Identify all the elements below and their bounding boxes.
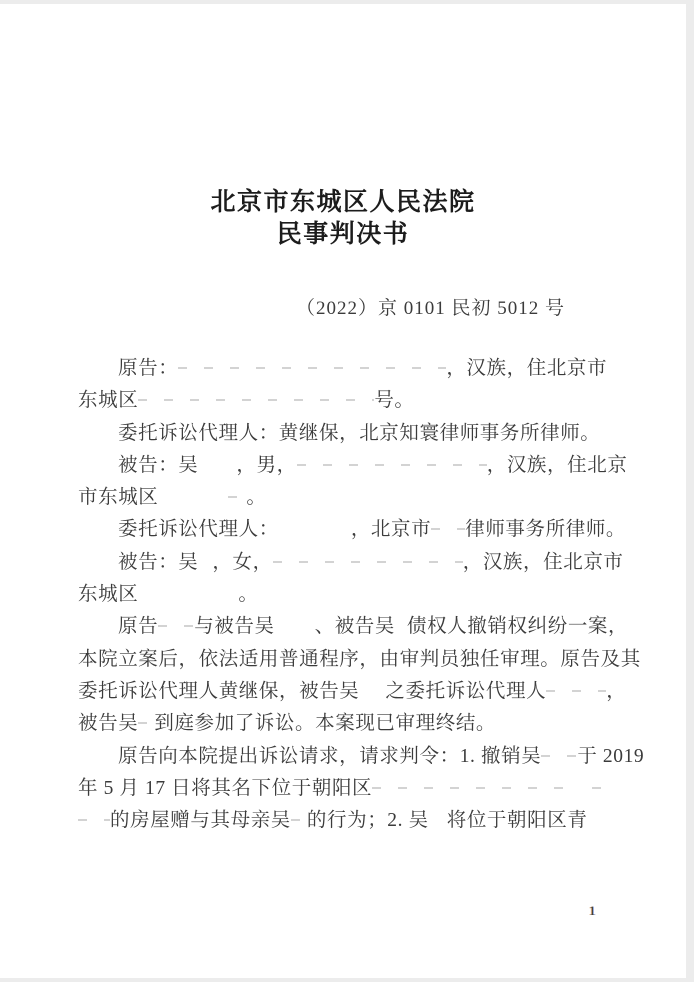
text-segment: 年 5 月 17 日将其名下位于朝阳区 [78, 777, 373, 799]
redacted-faint-trace [297, 460, 487, 472]
text-line [78, 676, 638, 708]
redacted-faint-trace [546, 686, 606, 698]
text-line [78, 547, 638, 579]
text-segment: 委托诉讼代理人： [118, 519, 279, 541]
text-segment: 东城区 [78, 584, 139, 606]
text-segment: 、被告吴 [314, 616, 396, 638]
text-segment: 委托诉讼代理人黄继保，被告吴 [78, 680, 360, 702]
redacted-faint-trace [158, 621, 194, 633]
text-segment: 号。 [374, 390, 415, 412]
text-line [78, 579, 638, 611]
text-segment: 原告向本院提出诉讼请求，请求判令：1. 撤销吴 [118, 745, 542, 767]
text-segment: 原告 [118, 616, 159, 638]
redacted-faint-trace [273, 557, 463, 569]
text-segment: 被告吴 [78, 713, 139, 735]
text-segment: 。 [246, 487, 267, 509]
text-line [78, 353, 638, 385]
text-segment: ， [606, 680, 627, 702]
text-segment: 到庭参加了诉讼。本案现已审理终结。 [154, 713, 497, 735]
text-segment: 原告： [118, 358, 179, 379]
text-line [78, 514, 638, 546]
redacted-faint-trace [178, 363, 446, 375]
text-segment: 的房屋赠与其母亲吴 [110, 810, 291, 832]
text-segment: 市东城区 [78, 487, 159, 509]
case-number: （2022）京 0101 民初 5012 号 [295, 298, 565, 319]
text-line [78, 773, 638, 805]
redacted-faint-trace [592, 783, 604, 795]
redacted-faint-trace [78, 815, 110, 827]
text-segment: 的行为；2. 吴 [306, 810, 429, 832]
text-segment: ，男， [236, 454, 297, 476]
text-line [78, 644, 641, 676]
document-page-sheet [0, 4, 686, 978]
text-segment: 与被告吴 [194, 616, 275, 638]
text-segment: 本院立案后，依法适用普通程序，由审判员独任审理。原告及其 [78, 648, 641, 670]
text-line [78, 708, 638, 740]
court-name-title: 北京市东城区人民法院 [210, 189, 476, 216]
document-body-text [78, 353, 645, 837]
text-line [78, 385, 638, 417]
text-line [78, 482, 638, 514]
text-segment: 东城区 [78, 390, 139, 412]
text-segment: ，汉族，住北京市 [462, 551, 624, 573]
redacted-faint-trace [372, 783, 572, 795]
text-segment: 委托诉讼代理人：黄继保，北京知寰律师事务所律师。 [118, 422, 601, 444]
text-segment: 。 [238, 584, 259, 606]
text-line [78, 805, 638, 837]
text-segment: 债权人撤销权纠纷一案， [407, 616, 629, 638]
redacted-faint-trace [138, 718, 154, 730]
text-segment: 被告：吴 [118, 551, 199, 573]
text-segment: ，北京市 [350, 519, 432, 541]
redacted-faint-trace [138, 395, 374, 407]
redacted-faint-trace [291, 815, 307, 827]
text-line [78, 611, 638, 643]
redacted-faint-trace [541, 751, 577, 763]
text-segment: ，汉族，住北京市 [446, 358, 608, 379]
redacted-faint-trace [431, 524, 465, 536]
text-segment: ，汉族，住北京 [486, 454, 628, 476]
text-line [78, 418, 638, 450]
redacted-faint-trace [228, 492, 246, 504]
page-number: 1 [589, 903, 596, 918]
text-line [78, 741, 645, 773]
text-segment: 将位于朝阳区青 [446, 810, 588, 832]
text-segment: 于 2019 [577, 745, 645, 767]
text-segment: 律师事务所律师。 [465, 519, 627, 541]
text-segment: ，女， [212, 551, 273, 573]
document-header [0, 187, 686, 251]
document-type-title: 民事判决书 [276, 221, 410, 248]
text-line [78, 450, 638, 482]
text-segment: 之委托诉讼代理人 [385, 680, 547, 702]
text-segment: 被告：吴 [118, 454, 199, 476]
